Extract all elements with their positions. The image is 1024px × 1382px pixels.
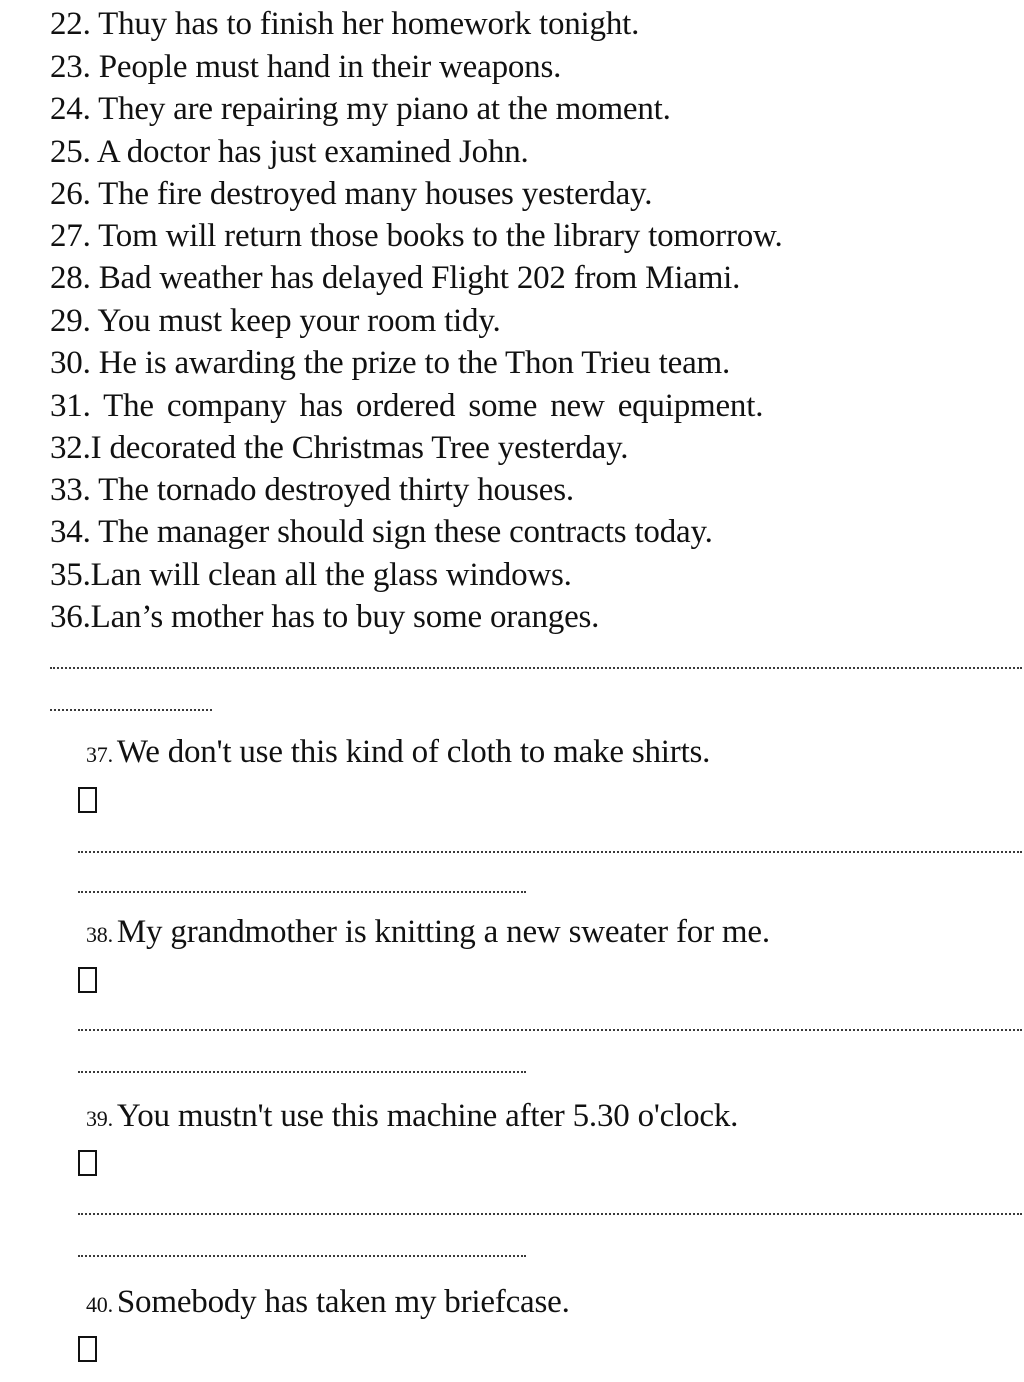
item-number: 29. bbox=[50, 303, 91, 339]
list-item bbox=[50, 216, 783, 256]
answer-box bbox=[78, 1150, 97, 1176]
answer-box bbox=[78, 1336, 97, 1362]
item-number: 38. bbox=[86, 922, 113, 947]
item-text: You mustn't use this machine after 5.30 o'clock. bbox=[116, 1098, 739, 1134]
list-item bbox=[50, 343, 730, 383]
list-item bbox=[86, 912, 770, 955]
list-item bbox=[50, 132, 529, 172]
list-item bbox=[50, 512, 713, 552]
list-item bbox=[86, 732, 710, 775]
item-text: We don't use this kind of cloth to make shirts. bbox=[116, 734, 711, 770]
list-item bbox=[50, 258, 740, 298]
item-number: 22. bbox=[50, 6, 91, 42]
item-number: 39. bbox=[86, 1106, 113, 1131]
item-text: The manager should sign these contracts today. bbox=[98, 514, 713, 550]
item-text: Lan will clean all the glass windows. bbox=[90, 557, 572, 593]
list-item bbox=[50, 597, 599, 637]
item-text: The tornado destroyed thirty houses. bbox=[98, 472, 574, 508]
answer-box bbox=[78, 967, 97, 993]
item-number: 40. bbox=[86, 1292, 113, 1317]
answer-line bbox=[50, 709, 212, 711]
item-text: The company has ordered some new equipment. bbox=[103, 388, 764, 424]
item-number: 24. bbox=[50, 91, 91, 127]
answer-box bbox=[78, 787, 97, 813]
item-text: Thuy has to finish her homework tonight. bbox=[98, 6, 640, 42]
list-item bbox=[50, 89, 671, 129]
answer-line bbox=[78, 1029, 1022, 1031]
item-number: 31. bbox=[50, 388, 91, 424]
item-text: Somebody has taken my briefcase. bbox=[116, 1284, 570, 1320]
item-text: I decorated the Christmas Tree yesterday. bbox=[90, 430, 629, 466]
list-item bbox=[50, 47, 561, 87]
list-item bbox=[50, 301, 501, 341]
item-text: Bad weather has delayed Flight 202 from Miami. bbox=[98, 260, 741, 296]
answer-line bbox=[50, 667, 1022, 669]
list-item bbox=[50, 470, 574, 510]
answer-line bbox=[78, 1255, 526, 1257]
item-number: 34. bbox=[50, 514, 91, 550]
list-item bbox=[50, 386, 763, 426]
answer-line bbox=[78, 851, 1022, 853]
list-item bbox=[50, 174, 652, 214]
item-number: 32. bbox=[50, 430, 91, 466]
item-number: 23. bbox=[50, 49, 91, 85]
item-number: 26. bbox=[50, 176, 91, 212]
item-text: You must keep your room tidy. bbox=[97, 303, 501, 339]
list-item bbox=[50, 4, 639, 44]
answer-line bbox=[78, 891, 526, 893]
item-text: Lan’s mother has to buy some oranges. bbox=[90, 599, 600, 635]
item-number: 28. bbox=[50, 260, 91, 296]
item-text: The fire destroyed many houses yesterday. bbox=[98, 176, 653, 212]
item-number: 25. bbox=[50, 134, 91, 170]
list-item bbox=[86, 1282, 570, 1325]
list-item bbox=[86, 1096, 738, 1139]
list-item bbox=[50, 428, 628, 468]
answer-line bbox=[78, 1071, 526, 1073]
list-item bbox=[50, 555, 572, 595]
item-text: Tom will return those books to the library tomorrow. bbox=[98, 218, 783, 254]
item-number: 33. bbox=[50, 472, 91, 508]
item-text: A doctor has just examined John. bbox=[96, 134, 529, 170]
item-number: 37. bbox=[86, 742, 113, 767]
item-number: 35. bbox=[50, 557, 91, 593]
item-text: People must hand in their weapons. bbox=[98, 49, 562, 85]
item-text: My grandmother is knitting a new sweater for me. bbox=[116, 914, 770, 950]
item-text: He is awarding the prize to the Thon Trieu team. bbox=[98, 345, 731, 381]
item-number: 30. bbox=[50, 345, 91, 381]
item-number: 27. bbox=[50, 218, 91, 254]
item-number: 36. bbox=[50, 599, 91, 635]
item-text: They are repairing my piano at the moment. bbox=[98, 91, 671, 127]
answer-line bbox=[78, 1213, 1022, 1215]
